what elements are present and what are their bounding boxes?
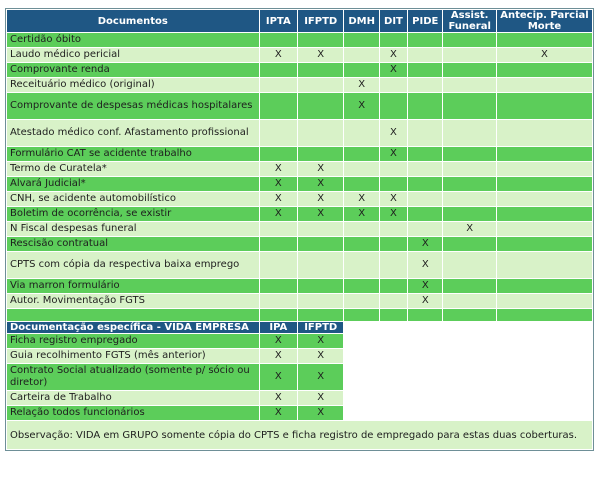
row-filler <box>344 364 592 390</box>
document-label: Via marron formulário <box>7 279 259 293</box>
column-header: DIT <box>380 10 407 32</box>
check-mark <box>443 33 496 47</box>
check-mark: X <box>344 192 378 206</box>
check-mark <box>344 48 378 62</box>
column-header: PIDE <box>408 10 442 32</box>
check-mark: X <box>380 207 407 221</box>
check-mark <box>497 162 592 176</box>
check-mark <box>260 279 297 293</box>
check-mark <box>443 78 496 92</box>
check-mark <box>443 63 496 77</box>
column-header: Assist. Funeral <box>443 10 496 32</box>
check-mark <box>344 177 378 191</box>
table-row <box>7 279 592 293</box>
document-label: Guia recolhimento FGTS (mês anterior) <box>7 349 259 363</box>
empty-cell <box>260 309 297 321</box>
check-mark: X <box>260 207 297 221</box>
check-mark: X <box>298 48 343 62</box>
check-mark <box>260 294 297 308</box>
check-mark: X <box>298 391 343 405</box>
table-row <box>7 222 592 236</box>
document-label: Contrato Social atualizado (somente p/ sócio ou diretor) <box>7 364 259 390</box>
check-mark: X <box>344 207 378 221</box>
document-label: Receituário médico (original) <box>7 78 259 92</box>
check-mark: X <box>260 391 297 405</box>
check-mark: X <box>260 192 297 206</box>
check-mark: X <box>443 222 496 236</box>
check-mark <box>260 120 297 146</box>
column-header: Antecip. Parcial Morte <box>497 10 592 32</box>
observation-text: Observação: VIDA em GRUPO somente cópia do CPTS e ficha registro de empregado para estas duas coberturas. <box>7 421 592 449</box>
row-filler <box>344 406 592 420</box>
check-mark <box>497 78 592 92</box>
check-mark: X <box>408 252 442 278</box>
table-row <box>7 33 592 47</box>
check-mark <box>497 147 592 161</box>
document-label: Rescisão contratual <box>7 237 259 251</box>
check-mark <box>443 93 496 119</box>
check-mark <box>443 162 496 176</box>
check-mark <box>408 177 442 191</box>
document-label: Certidão óbito <box>7 33 259 47</box>
check-mark <box>497 192 592 206</box>
check-mark <box>497 237 592 251</box>
document-label: Carteira de Trabalho <box>7 391 259 405</box>
document-label: Atestado médico conf. Afastamento profissional <box>7 120 259 146</box>
check-mark: X <box>344 78 378 92</box>
check-mark: X <box>408 237 442 251</box>
check-mark: X <box>380 192 407 206</box>
document-label: Comprovante de despesas médicas hospitalares <box>7 93 259 119</box>
check-mark <box>380 279 407 293</box>
table-row <box>7 349 592 363</box>
separator-row <box>7 309 592 321</box>
check-mark <box>344 252 378 278</box>
empty-cell <box>380 309 407 321</box>
check-mark <box>443 48 496 62</box>
check-mark <box>497 294 592 308</box>
check-mark <box>497 63 592 77</box>
check-mark <box>443 177 496 191</box>
check-mark <box>344 120 378 146</box>
check-mark <box>344 222 378 236</box>
check-mark <box>298 237 343 251</box>
row-filler <box>344 349 592 363</box>
check-mark <box>344 147 378 161</box>
check-mark <box>344 237 378 251</box>
check-mark <box>443 294 496 308</box>
table-row <box>7 364 592 390</box>
check-mark <box>497 252 592 278</box>
section-header-filler <box>344 322 592 333</box>
table-row <box>7 162 592 176</box>
check-mark: X <box>380 120 407 146</box>
check-mark <box>380 33 407 47</box>
check-mark <box>497 120 592 146</box>
check-mark: X <box>298 364 343 390</box>
check-mark: X <box>344 93 378 119</box>
check-mark <box>380 237 407 251</box>
check-mark <box>497 177 592 191</box>
check-mark <box>344 63 378 77</box>
check-mark: X <box>298 177 343 191</box>
table-row <box>7 207 592 221</box>
table-row <box>7 391 592 405</box>
check-mark <box>298 63 343 77</box>
check-mark <box>497 207 592 221</box>
check-mark <box>380 162 407 176</box>
table-row <box>7 334 592 348</box>
check-mark: X <box>260 406 297 420</box>
document-label: N Fiscal despesas funeral <box>7 222 259 236</box>
check-mark <box>344 294 378 308</box>
check-mark <box>408 120 442 146</box>
check-mark <box>443 279 496 293</box>
check-mark <box>298 147 343 161</box>
table-row <box>7 93 592 119</box>
check-mark: X <box>298 334 343 348</box>
check-mark <box>443 147 496 161</box>
check-mark <box>408 192 442 206</box>
document-label: CPTS com cópia da respectiva baixa emprego <box>7 252 259 278</box>
check-mark: X <box>408 294 442 308</box>
check-mark <box>408 207 442 221</box>
empty-cell <box>7 309 259 321</box>
check-mark <box>344 33 378 47</box>
check-mark <box>380 78 407 92</box>
check-mark <box>380 177 407 191</box>
check-mark: X <box>298 406 343 420</box>
table-row <box>7 406 592 420</box>
table-row <box>7 48 592 62</box>
check-mark <box>497 222 592 236</box>
empty-cell <box>408 309 442 321</box>
check-mark <box>260 33 297 47</box>
check-mark <box>380 294 407 308</box>
empty-cell <box>298 309 343 321</box>
table-row <box>7 78 592 92</box>
document-label: Relação todos funcionários <box>7 406 259 420</box>
check-mark <box>497 33 592 47</box>
table-row <box>7 294 592 308</box>
check-mark <box>298 93 343 119</box>
observation-row <box>7 421 592 449</box>
check-mark <box>408 33 442 47</box>
check-mark <box>260 147 297 161</box>
check-mark <box>443 237 496 251</box>
check-mark <box>260 63 297 77</box>
check-mark <box>408 222 442 236</box>
check-mark <box>443 120 496 146</box>
check-mark: X <box>298 162 343 176</box>
check-mark: X <box>260 334 297 348</box>
check-mark <box>408 162 442 176</box>
check-mark <box>260 93 297 119</box>
column-header: DMH <box>344 10 378 32</box>
check-mark <box>260 252 297 278</box>
check-mark: X <box>380 63 407 77</box>
check-mark <box>443 207 496 221</box>
section-column-header: Documentação específica - VIDA EMPRESA <box>7 322 259 333</box>
check-mark <box>408 48 442 62</box>
document-label: Laudo médico pericial <box>7 48 259 62</box>
column-header: Documentos <box>7 10 259 32</box>
check-mark: X <box>260 162 297 176</box>
table-row <box>7 120 592 146</box>
check-mark <box>260 237 297 251</box>
empty-cell <box>443 309 496 321</box>
check-mark: X <box>298 192 343 206</box>
row-filler <box>344 391 592 405</box>
document-label: Termo de Curatela* <box>7 162 259 176</box>
empty-cell <box>497 309 592 321</box>
document-label: Comprovante renda <box>7 63 259 77</box>
column-header: IPTA <box>260 10 297 32</box>
document-label: Autor. Movimentação FGTS <box>7 294 259 308</box>
table-row <box>7 147 592 161</box>
check-mark: X <box>260 364 297 390</box>
check-mark: X <box>497 48 592 62</box>
row-filler <box>344 334 592 348</box>
document-label: Boletim de ocorrência, se existir <box>7 207 259 221</box>
section-column-header: IFPTD <box>298 322 343 333</box>
document-label: Formulário CAT se acidente trabalho <box>7 147 259 161</box>
check-mark <box>298 120 343 146</box>
check-mark <box>443 192 496 206</box>
document-label: CNH, se acidente automobilístico <box>7 192 259 206</box>
document-label: Alvará Judicial* <box>7 177 259 191</box>
table-row <box>7 63 592 77</box>
check-mark: X <box>260 177 297 191</box>
check-mark: X <box>380 48 407 62</box>
check-mark <box>298 294 343 308</box>
check-mark <box>344 162 378 176</box>
table-row <box>7 252 592 278</box>
check-mark <box>443 252 496 278</box>
check-mark: X <box>298 349 343 363</box>
check-mark <box>380 93 407 119</box>
check-mark <box>260 78 297 92</box>
check-mark <box>380 222 407 236</box>
documents-table <box>5 8 594 451</box>
check-mark <box>298 252 343 278</box>
check-mark <box>298 33 343 47</box>
check-mark <box>408 78 442 92</box>
section-column-header: IPA <box>260 322 297 333</box>
check-mark <box>497 279 592 293</box>
check-mark <box>344 279 378 293</box>
section-header-row <box>7 322 592 333</box>
check-mark: X <box>260 349 297 363</box>
table-row <box>7 177 592 191</box>
check-mark <box>298 78 343 92</box>
check-mark <box>260 222 297 236</box>
check-mark <box>408 63 442 77</box>
check-mark: X <box>298 207 343 221</box>
table-row <box>7 192 592 206</box>
check-mark: X <box>408 279 442 293</box>
check-mark <box>380 252 407 278</box>
check-mark: X <box>260 48 297 62</box>
column-header: IFPTD <box>298 10 343 32</box>
check-mark <box>497 93 592 119</box>
check-mark <box>298 222 343 236</box>
check-mark <box>408 147 442 161</box>
table-row <box>7 237 592 251</box>
check-mark: X <box>380 147 407 161</box>
check-mark <box>298 279 343 293</box>
header-row <box>7 10 592 32</box>
document-label: Ficha registro empregado <box>7 334 259 348</box>
check-mark <box>408 93 442 119</box>
empty-cell <box>344 309 378 321</box>
